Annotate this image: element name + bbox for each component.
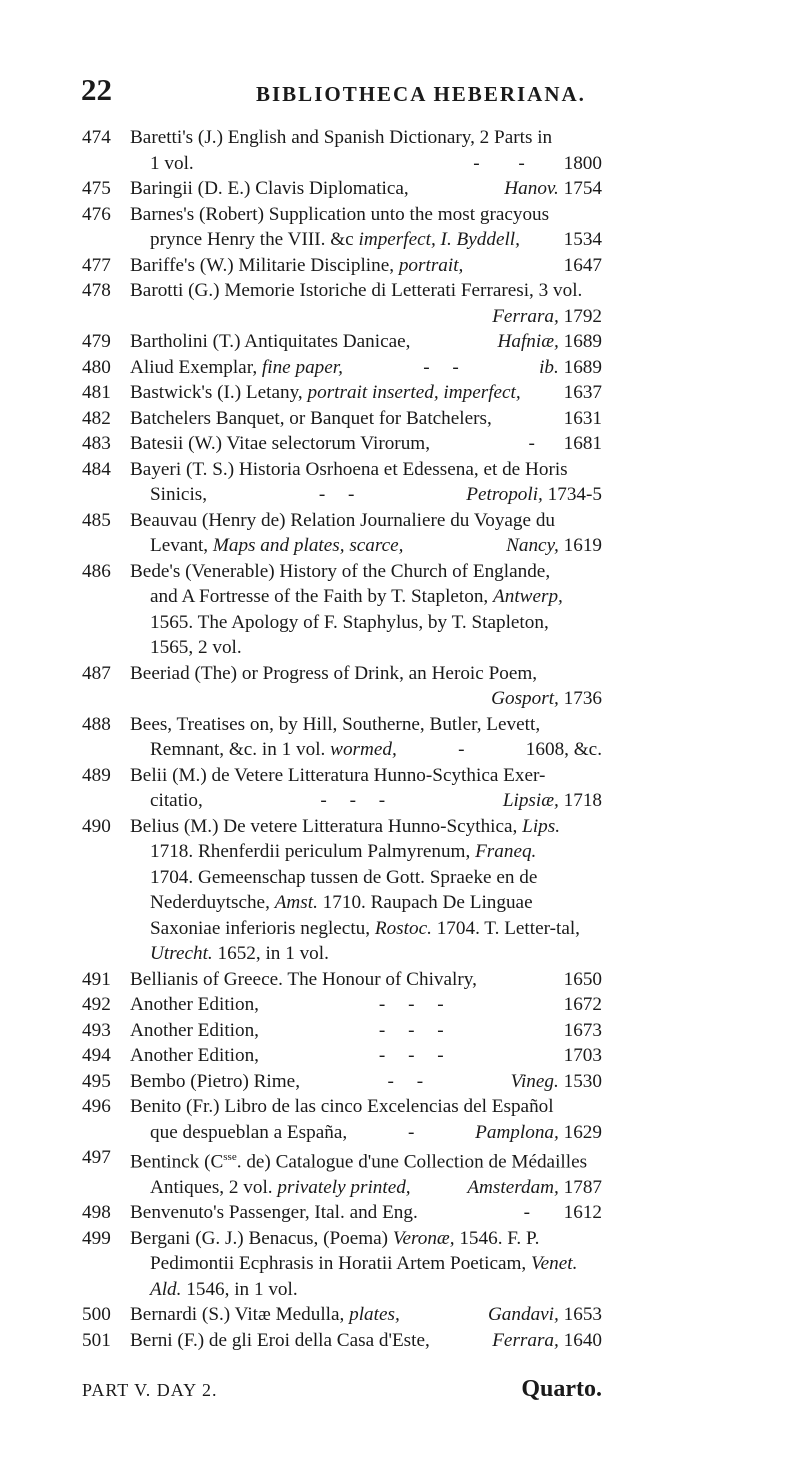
entry-separator: - -	[423, 356, 459, 378]
entry-note: imperfect, I. Byddell,	[358, 229, 520, 250]
entry-note: fine paper,	[261, 356, 343, 378]
entry-480	[82, 355, 602, 381]
entry-place: Hanov.	[504, 178, 559, 199]
entry-text: 1710. Raupach De Linguae	[322, 892, 533, 913]
entry-488	[82, 712, 602, 763]
entry-date: 1653	[563, 1304, 602, 1326]
entry-number: 478	[82, 280, 111, 301]
entry-place: ib.	[539, 356, 559, 378]
entry-place: Vineg.	[510, 1070, 559, 1092]
entry-number: 486	[82, 560, 111, 582]
entry-text: Barnes's (Robert) Supplication unto the most gracyous	[130, 203, 550, 225]
entry-number: 480	[82, 356, 111, 378]
entry-line	[130, 1175, 602, 1201]
entry-date: 1608, &c.	[525, 739, 602, 760]
entry-place: Franeq.	[475, 841, 537, 862]
entry-date: 1673	[563, 1019, 602, 1041]
entry-475	[82, 176, 602, 202]
entry-date: 1530	[563, 1070, 602, 1092]
entry-line	[130, 1069, 602, 1095]
entry-text: Remnant, &c. in 1 vol.	[150, 739, 326, 760]
entry-line	[130, 406, 602, 432]
entry-number: 479	[82, 331, 111, 352]
entry-text: Benvenuto's Passenger, Ital. and Eng.	[130, 1202, 418, 1224]
entry-date: 1787	[563, 1176, 602, 1198]
entry-line	[130, 355, 602, 381]
entry-place: Ferrara,	[492, 1329, 559, 1351]
entry-text: 1546, in 1 vol.	[186, 1278, 298, 1300]
entry-498	[82, 1200, 602, 1226]
entry-number: 476	[82, 203, 111, 225]
entry-place: Amsterdam,	[467, 1176, 559, 1198]
entry-text: Sinicis,	[150, 484, 208, 505]
page-header	[81, 72, 651, 112]
entry-line	[130, 533, 602, 559]
entry-line	[130, 304, 602, 330]
entry-text: Belius (M.) De vetere Litteratura Hunno-Scythica,	[130, 815, 518, 837]
entry-place: Antwerp,	[493, 586, 563, 607]
entry-text: Pedimontii Ecphrasis in Horatii Artem Poeticam,	[150, 1253, 527, 1275]
entry-date: 1650	[563, 968, 602, 990]
entry-text: Beauvau (Henry de) Relation Journaliere du Voyage du	[130, 509, 556, 531]
entry-text: prynce Henry the VIII. &c	[150, 229, 354, 250]
entry-place: Utrecht.	[150, 943, 213, 964]
entry-date: 1534	[563, 229, 602, 250]
entry-text: Bayeri (T. S.) Historia Osrhoena et Edessena, et de Horis	[130, 458, 568, 480]
entry-text: Bergani (G. J.) Benacus, (Poema)	[130, 1227, 389, 1249]
entry-text: Bellianis of Greece. The Honour of Chivalry,	[130, 968, 477, 990]
entry-line	[130, 584, 602, 610]
entry-number: 493	[82, 1019, 111, 1041]
entry-text: Aliud Exemplar,	[130, 356, 258, 378]
entry-number: 499	[82, 1227, 111, 1249]
entry-line	[130, 737, 602, 763]
entry-place: Hafniæ,	[497, 331, 559, 352]
entry-separator: -	[523, 1202, 531, 1224]
entry-text: 1718. Rhenferdii periculum Palmyrenum,	[150, 841, 471, 862]
entry-text: Bastwick's (I.) Letany,	[130, 382, 303, 403]
entry-text: 1652, in 1 vol.	[217, 943, 329, 964]
entry-place: Lipsiæ,	[502, 790, 559, 811]
entry-492	[82, 992, 602, 1018]
part-day-label: PART V. DAY 2.	[82, 1380, 218, 1400]
entry-text: Levant,	[150, 535, 209, 556]
entry-text: Berni (F.) de gli Eroi della Casa d'Este,	[130, 1329, 430, 1351]
entry-494	[82, 1043, 602, 1069]
entry-number: 489	[82, 764, 111, 786]
entry-line	[130, 916, 602, 942]
entry-date: - - 1800	[473, 152, 602, 174]
entry-date: 1792	[563, 305, 602, 327]
entry-line	[130, 1043, 602, 1069]
entry-date: 1619	[563, 535, 602, 556]
entry-line	[130, 686, 602, 712]
entry-note: wormed,	[330, 739, 397, 760]
entry-text: 1546. F. P.	[459, 1227, 540, 1249]
catalogue-entries	[82, 125, 602, 1353]
entry-501	[82, 1328, 602, 1354]
entry-line	[130, 1120, 602, 1146]
entry-date: 1703	[563, 1045, 602, 1066]
entry-text: Another Edition,	[130, 994, 259, 1015]
entry-text: Barotti (G.) Memorie Istoriche di Letterati Ferraresi, 3 vol.	[130, 280, 583, 301]
entry-491	[82, 967, 602, 993]
entry-separator: -	[458, 739, 465, 760]
entry-number: 498	[82, 1202, 111, 1224]
entry-date: 1681	[563, 433, 602, 454]
entry-place: Petropoli,	[466, 484, 543, 505]
format-signature: Quarto.	[521, 1376, 602, 1402]
entry-line	[130, 967, 602, 993]
entry-text: Bernardi (S.) Vitæ Medulla,	[130, 1304, 345, 1326]
entry-date: 1629	[563, 1121, 602, 1143]
entry-line	[130, 890, 602, 916]
entry-text: Bariffe's (W.) Militarie Discipline,	[130, 254, 395, 276]
entry-text: Bede's (Venerable) History of the Church of Englande,	[130, 560, 551, 582]
entry-separator: -	[528, 433, 535, 454]
entry-date: 1718	[563, 790, 602, 811]
entry-line	[130, 227, 602, 253]
entry-text: Bentinck (C	[130, 1151, 224, 1173]
entry-number: 495	[82, 1070, 111, 1092]
entry-note: privately printed,	[277, 1176, 411, 1198]
entry-separator: - -	[387, 1070, 424, 1092]
entry-date: 1637	[563, 382, 602, 403]
entry-number: 487	[82, 662, 111, 684]
entry-separator: - -	[318, 484, 355, 505]
entry-495	[82, 1069, 602, 1095]
entry-text: Saxoniae inferioris neglectu,	[150, 917, 371, 939]
page-number: 22	[81, 72, 112, 107]
entry-490	[82, 814, 602, 967]
entry-place: Nancy,	[506, 535, 559, 556]
entry-484	[82, 457, 602, 508]
entry-text: Beeriad (The) or Progress of Drink, an Heroic Poem,	[130, 662, 538, 684]
entry-place: Venet.	[531, 1253, 578, 1275]
entry-text: Batchelers Banquet, or Banquet for Batchelers,	[130, 407, 492, 429]
entry-number: 483	[82, 433, 111, 454]
entry-line	[130, 941, 602, 967]
running-title: BIBLIOTHECA HEBERIANA.	[256, 82, 586, 106]
entry-text: Another Edition,	[130, 1019, 259, 1041]
entry-place: Amst.	[274, 892, 318, 913]
entry-date: 1672	[563, 994, 602, 1015]
entry-476	[82, 202, 602, 253]
entry-separator: - - -	[378, 1019, 444, 1041]
entry-superscript: sse	[223, 1151, 237, 1163]
entry-date: 1612	[563, 1202, 602, 1224]
entry-date: 1647	[563, 254, 602, 276]
entry-line	[130, 1251, 602, 1277]
entry-489	[82, 763, 602, 814]
entry-date: 1631	[563, 407, 602, 429]
entry-text: Antiques, 2 vol.	[150, 1176, 273, 1198]
entry-text: Benito (Fr.) Libro de las cinco Excelencias del Español	[130, 1096, 554, 1117]
entry-note: portrait inserted, imperfect,	[307, 382, 521, 403]
entry-474	[82, 125, 602, 176]
entry-place: Pamplona,	[475, 1121, 559, 1143]
entry-text: 1565. The Apology of F. Staphylus, by T. Stapleton,	[150, 611, 549, 633]
entry-line	[130, 176, 602, 202]
entry-line	[130, 1145, 602, 1175]
entry-line	[130, 380, 602, 406]
entry-text: Bees, Treatises on, by Hill, Southerne, Butler, Levett,	[130, 713, 541, 735]
entry-line	[130, 1328, 602, 1354]
entry-487	[82, 661, 602, 712]
entry-481	[82, 380, 602, 406]
entry-482	[82, 406, 602, 432]
entry-number: 485	[82, 509, 111, 531]
entry-477	[82, 253, 602, 279]
entry-number: 491	[82, 968, 111, 990]
entry-number: 497	[82, 1147, 111, 1168]
entry-497	[82, 1145, 602, 1200]
entry-place: Ferrara,	[492, 305, 559, 327]
entry-note: portrait,	[398, 254, 464, 276]
entry-place: Lips.	[522, 815, 561, 837]
entry-place: Gandavi,	[487, 1304, 559, 1326]
entry-496	[82, 1094, 602, 1145]
entry-number: 494	[82, 1045, 111, 1066]
entry-text: citatio,	[150, 790, 203, 811]
entry-number: 490	[82, 815, 111, 837]
entry-text: 1704. T. Letter-tal,	[436, 917, 580, 939]
entry-line	[130, 1226, 602, 1252]
entry-place: Rostoc.	[374, 917, 432, 939]
entry-text: Belii (M.) de Vetere Litteratura Hunno-Scythica Exer-	[130, 764, 546, 786]
entry-date: 1689	[563, 356, 602, 378]
entry-text: Another Edition,	[130, 1045, 259, 1066]
entry-number: 484	[82, 458, 111, 480]
entry-text: . de) Catalogue d'une Collection de Médailles	[236, 1151, 588, 1173]
entry-line	[130, 1302, 602, 1328]
entry-485	[82, 508, 602, 559]
entry-line	[130, 482, 602, 508]
entry-separator: - - -	[378, 994, 444, 1015]
entry-text: 1 vol.	[150, 152, 194, 174]
entry-date: 1754	[563, 178, 602, 199]
entry-text: que despueblan a España,	[150, 1121, 348, 1143]
entry-number: 501	[82, 1329, 111, 1351]
page-footer	[82, 1376, 602, 1403]
entry-500	[82, 1302, 602, 1328]
entry-publisher: Ald.	[150, 1278, 182, 1300]
entry-date: 1640	[563, 1329, 602, 1351]
entry-text: Nederduytsche,	[150, 892, 270, 913]
entry-separator: -	[407, 1121, 415, 1143]
entry-483	[82, 431, 602, 457]
entry-line	[130, 151, 602, 177]
entry-line	[130, 329, 602, 355]
entry-line	[130, 253, 602, 279]
entry-line	[130, 992, 602, 1018]
entry-number: 474	[82, 127, 111, 148]
entry-line	[130, 431, 602, 457]
entry-line	[130, 839, 602, 865]
entry-493	[82, 1018, 602, 1044]
entry-date: 1689	[563, 331, 602, 352]
entry-place: Veronæ,	[392, 1227, 455, 1249]
entry-text: Baringii (D. E.) Clavis Diplomatica,	[130, 178, 409, 199]
entry-478	[82, 278, 602, 329]
entry-date: 1734-5	[547, 484, 602, 505]
entry-line	[130, 1277, 602, 1303]
entry-number: 500	[82, 1304, 111, 1326]
entry-text: 1565, 2 vol.	[150, 637, 242, 658]
entry-text: Bembo (Pietro) Rime,	[130, 1070, 300, 1092]
entry-line	[130, 814, 602, 840]
entry-note: plates,	[349, 1304, 400, 1326]
entry-separator: - - -	[378, 1045, 444, 1066]
entry-number: 475	[82, 178, 111, 199]
entry-number: 492	[82, 994, 111, 1015]
entry-line	[130, 1018, 602, 1044]
entry-number: 488	[82, 713, 111, 735]
entry-text: Baretti's (J.) English and Spanish Dictionary, 2 Parts in	[130, 127, 553, 148]
entry-text: Bartholini (T.) Antiquitates Danicae,	[130, 331, 411, 352]
entry-499	[82, 1226, 602, 1303]
entry-date: 1736	[563, 688, 602, 709]
entry-text: Batesii (W.) Vitae selectorum Virorum,	[130, 433, 431, 454]
entry-479	[82, 329, 602, 355]
entry-number: 482	[82, 407, 111, 429]
entry-486	[82, 559, 602, 661]
entry-note: Maps and plates, scarce,	[212, 535, 404, 556]
entry-line	[130, 1200, 602, 1226]
entry-text: 1704. Gemeenschap tussen de Gott. Spraeke en de	[150, 866, 538, 888]
entry-number: 481	[82, 382, 111, 403]
entry-separator: - - -	[320, 790, 386, 811]
entry-line	[130, 788, 602, 814]
entry-place: Gosport,	[491, 688, 559, 709]
entry-text: and A Fortresse of the Faith by T. Stapleton,	[150, 586, 489, 607]
entry-number: 496	[82, 1096, 111, 1117]
entry-number: 477	[82, 254, 111, 276]
